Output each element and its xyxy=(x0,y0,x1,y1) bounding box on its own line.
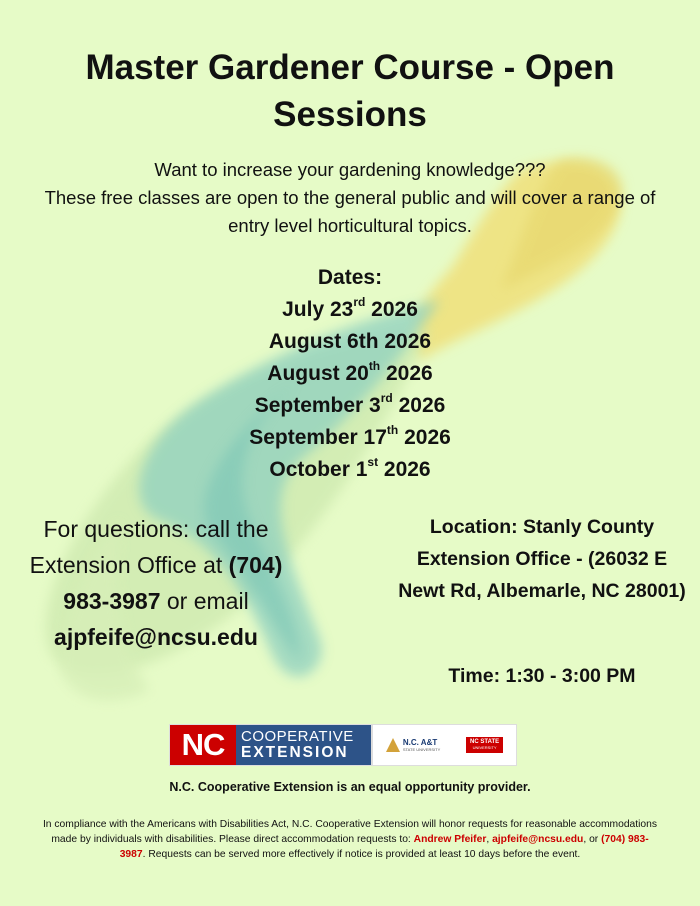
date-year: 2026 xyxy=(380,362,433,385)
questions-mid: or email xyxy=(166,588,249,614)
page-title: Master Gardener Course - Open Sessions xyxy=(85,48,615,134)
coop-line-2: EXTENSION xyxy=(241,744,349,761)
date-item xyxy=(150,390,550,422)
date-ordinal: th xyxy=(368,359,381,373)
aggie-icon xyxy=(386,738,400,752)
date-item xyxy=(150,358,550,390)
date-item xyxy=(150,454,550,486)
questions-prefix: For questions: call the Extension Office at xyxy=(29,516,269,578)
aggie-subtitle: STATE UNIVERSITY xyxy=(402,746,441,752)
date-item xyxy=(150,326,550,358)
location-text: Location: Stanly County Extension Office - (26032 E Newt Rd, Albemarle, NC 28001) xyxy=(398,516,686,602)
date-item xyxy=(150,294,550,326)
nc-state-logo xyxy=(466,737,503,753)
date-text: August 20 xyxy=(267,362,369,385)
aggie-name: N.C. A&T xyxy=(402,737,438,747)
date-text: October 1 xyxy=(269,458,368,481)
date-text: September 17 xyxy=(249,426,387,449)
date-year: 2026 xyxy=(365,298,418,321)
nc-cooperative-extension-logo xyxy=(169,724,372,766)
ada-contact-phone[interactable]: (704) 983-3987 xyxy=(119,834,649,860)
equal-opportunity-statement: N.C. Cooperative Extension is an equal opportunity provider. xyxy=(169,780,531,794)
ada-sep-1: , xyxy=(486,834,493,845)
intro-line-2: These free classes are open to the general public and will cover a range of entry level horticultural topics. xyxy=(44,187,656,236)
aggie-text-block xyxy=(403,739,440,752)
dates-heading: Dates: xyxy=(317,266,383,289)
dates-section xyxy=(150,262,550,486)
date-year: 2026 xyxy=(378,458,431,481)
coop-line-1: COOPERATIVE xyxy=(241,728,354,745)
nc-logo-mark: NC xyxy=(170,725,236,765)
date-text: July 23 xyxy=(282,298,354,321)
ada-statement xyxy=(40,817,660,862)
ada-text-1: In compliance with the Americans with Disabilities Act, N.C. Cooperative Extension will honor requests for reasonable accommodations made by individuals with disabilities. Please direct accommodation requests to: xyxy=(42,819,658,845)
ncstate-name: NC STATE xyxy=(470,739,500,745)
partner-logos xyxy=(169,724,517,766)
questions-contact xyxy=(20,511,292,655)
ada-sep-2: , or xyxy=(583,834,602,845)
university-logos xyxy=(372,724,517,766)
date-year: 2026 xyxy=(392,394,446,417)
date-item xyxy=(150,422,550,454)
intro-line-1: Want to increase your gardening knowledge??? xyxy=(154,159,546,180)
ada-contact-email[interactable]: ajpfeife@ncsu.edu xyxy=(492,834,584,845)
date-year: 2026 xyxy=(398,426,451,449)
ncstate-subtitle: UNIVERSITY xyxy=(472,745,497,750)
contact-email[interactable]: ajpfeife@ncsu.edu xyxy=(54,624,258,650)
coop-logo-text xyxy=(236,729,354,761)
date-ordinal: rd xyxy=(353,295,366,309)
date-text: September 3 xyxy=(254,394,381,417)
date-ordinal: rd xyxy=(380,391,393,405)
ada-text-2: . Requests can be served more effectively if notice is provided at least 10 days before the event. xyxy=(142,849,581,860)
contact-phone[interactable]: (704) 983-3987 xyxy=(63,552,283,614)
date-ordinal: th xyxy=(386,423,399,437)
date-text: August 6th 2026 xyxy=(268,330,432,353)
time-text: Time: 1:30 - 3:00 PM xyxy=(448,665,636,687)
intro-text xyxy=(30,156,670,240)
ada-contact-name: Andrew Pfeifer xyxy=(413,834,487,845)
nc-a-and-t-logo xyxy=(386,738,440,752)
date-ordinal: st xyxy=(367,455,379,469)
